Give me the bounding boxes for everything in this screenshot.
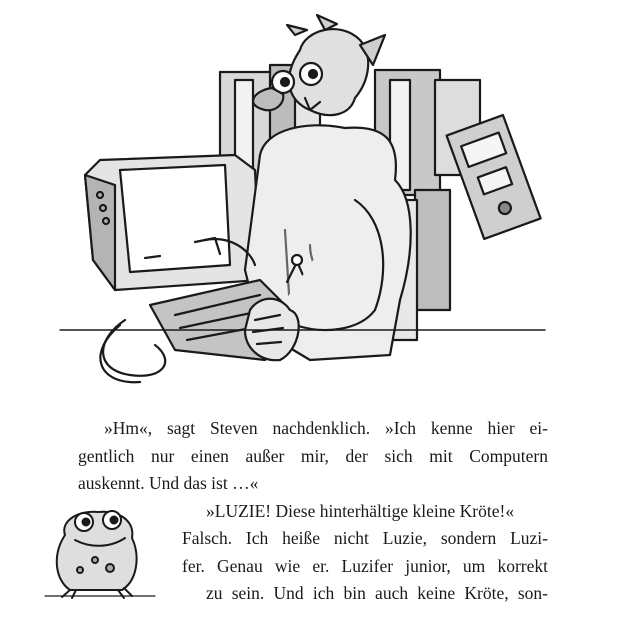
story-line: zu sein. Und ich bin auch keine Kröte, son- bbox=[206, 583, 548, 603]
story-line: auskennt. Und das ist …« bbox=[78, 473, 259, 493]
cable bbox=[103, 320, 165, 376]
story-line: fer. Genau wie er. Luzifer junior, um korrekt bbox=[182, 555, 548, 576]
story-text bbox=[78, 415, 548, 608]
story-line: gentlich nur einen außer mir, der sich mit Computern bbox=[78, 445, 548, 466]
goblin-computer-illustration bbox=[55, 10, 555, 405]
computer-monitor bbox=[85, 155, 260, 290]
falling-folder bbox=[447, 115, 541, 239]
story-line: »LUZIE! Diese hinterhältige kleine Kröte!« bbox=[206, 500, 515, 521]
story-line: »Hm«, sagt Steven nachdenklich. »Ich kenne hier ei- bbox=[104, 418, 548, 438]
story-line: Falsch. Ich heiße nicht Luzie, sondern Luzi- bbox=[182, 528, 548, 548]
